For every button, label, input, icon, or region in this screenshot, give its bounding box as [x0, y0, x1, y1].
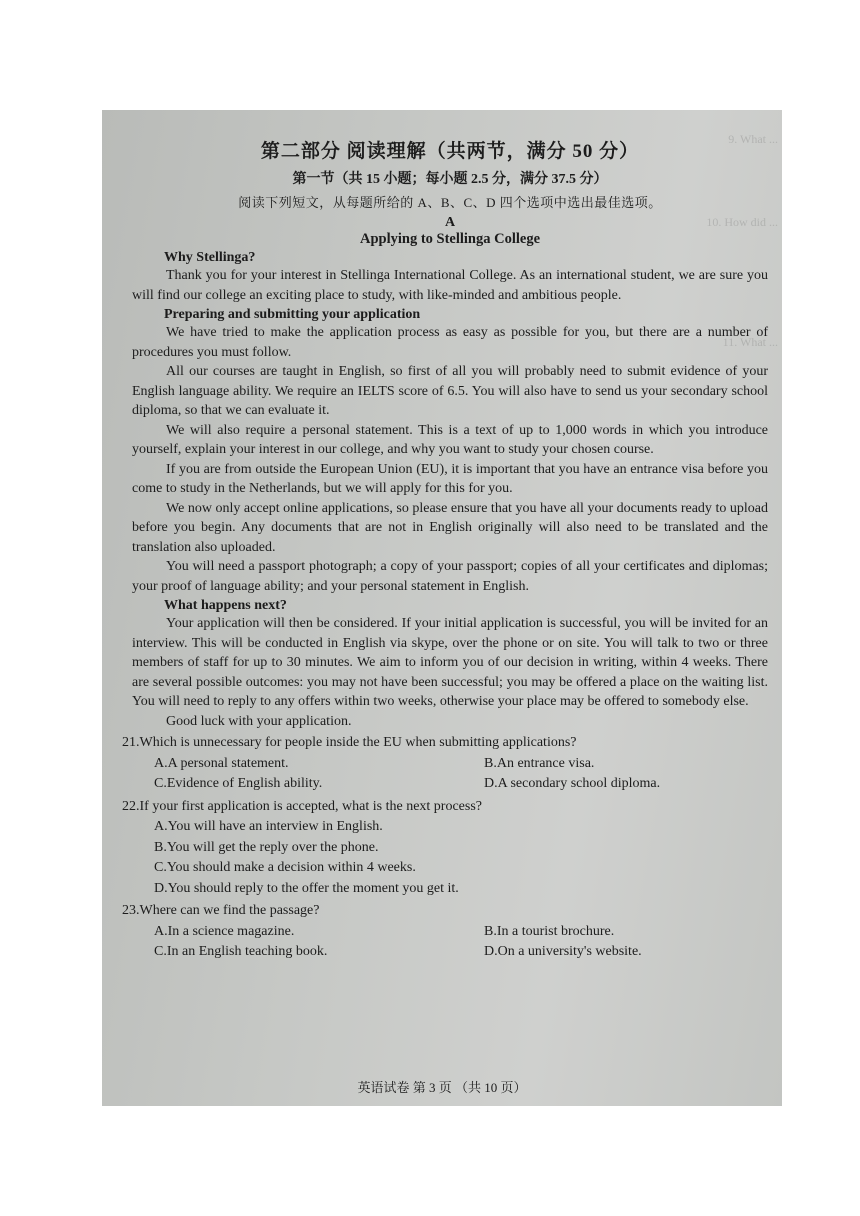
question-stem: 23.Where can we find the passage?: [122, 903, 320, 918]
page-content: [122, 136, 768, 963]
section-title: 第一节（共 15 小题；每小题 2.5 分，满分 37.5 分）: [292, 172, 608, 187]
bleed-through-text: 10. How did ...: [706, 215, 778, 229]
paragraph: We now only accept online applications, so please ensure that you have all your documents ready to upload before you begin. Any documents that are not in English originally will also need to be translated and the translation also uploaded.: [132, 500, 768, 555]
bleed-through-text: 9. What ...: [728, 132, 778, 146]
option-a[interactable]: A.In a science magazine.: [154, 923, 295, 939]
question-stem: 22.If your first application is accepted, what is the next process?: [122, 798, 482, 814]
passage-letter: A: [444, 215, 456, 230]
section-heading: What happens next?: [164, 598, 287, 613]
instructions: 阅读下列短文，从每题所给的 A、B、C、D 四个选项中选出最佳选项。: [238, 195, 662, 210]
paragraph: Thank you for your interest in Stellinga International College. As an international student, we are sure you will find our college an exciting place to study, with like-minded and ambitious people.: [132, 268, 768, 303]
option-d[interactable]: D.You should reply to the offer the moment you get it.: [154, 880, 459, 896]
question-options: [154, 754, 768, 795]
question-stem: 21.Which is unnecessary for people inside the EU when submitting applications?: [122, 735, 577, 750]
paragraph: Good luck with your application.: [166, 713, 352, 729]
option-b[interactable]: B.You will get the reply over the phone.: [154, 839, 379, 855]
passage-title: Applying to Stellinga College: [359, 231, 541, 247]
option-a[interactable]: A.You will have an interview in English.: [154, 819, 383, 834]
part-title: 第二部分 阅读理解（共两节，满分 50 分）: [260, 141, 640, 162]
section-heading: Why Stellinga?: [164, 250, 256, 265]
option-b[interactable]: B.An entrance visa.: [484, 755, 595, 771]
option-c[interactable]: C.You should make a decision within 4 weeks.: [154, 860, 416, 875]
option-d[interactable]: D.A secondary school diploma.: [484, 776, 661, 791]
paragraph: We have tried to make the application process as easy as possible for you, but there are a number of procedures you must follow.: [132, 325, 768, 360]
bleed-through-text: 11. What ...: [722, 335, 778, 349]
option-c[interactable]: C.Evidence of English ability.: [154, 776, 323, 791]
section-heading: Preparing and submitting your application: [164, 307, 421, 322]
page-footer: 英语试卷 第 3 页 （共 10 页）: [357, 1080, 527, 1095]
question-options: [154, 922, 768, 963]
paragraph: If you are from outside the European Union (EU), it is important that you have an entrance visa before you come to study in the Netherlands, but we will apply for this for you.: [132, 461, 768, 496]
option-c[interactable]: C.In an English teaching book.: [154, 944, 328, 959]
exam-page: [102, 110, 782, 1106]
paragraph: All our courses are taught in English, so first of all you will probably need to submit evidence of your English language ability. We require an IELTS score of 6.5. You will also have to send us your secondary school diploma, so that we can evaluate it.: [132, 364, 768, 418]
paragraph: Your application will then be considered. If your initial application is successful, you will be invited for an interview. This will be conducted in English via skype, over the phone or on site. You will talk to two or three members of staff for up to 30 minutes. We aim to inform you of our decision in writing, within 4 weeks. There are several possible outcomes: you may not have been successful; you may be offered a place on the waiting list. You will need to reply to any offers within two weeks, otherwise your place may be offered to somebody else.: [132, 616, 768, 709]
option-a[interactable]: A.A personal statement.: [154, 755, 289, 771]
paragraph: You will need a passport photograph; a copy of your passport; copies of all your certificates and diplomas; your proof of language ability; and your personal statement in English.: [132, 559, 768, 594]
paragraph: We will also require a personal statement. This is a text of up to 1,000 words in which you introduce yourself, explain your interest in our college, and why you want to study your chosen course.: [132, 422, 768, 457]
option-b[interactable]: B.In a tourist brochure.: [484, 923, 615, 939]
option-d[interactable]: D.On a university's website.: [484, 944, 642, 959]
